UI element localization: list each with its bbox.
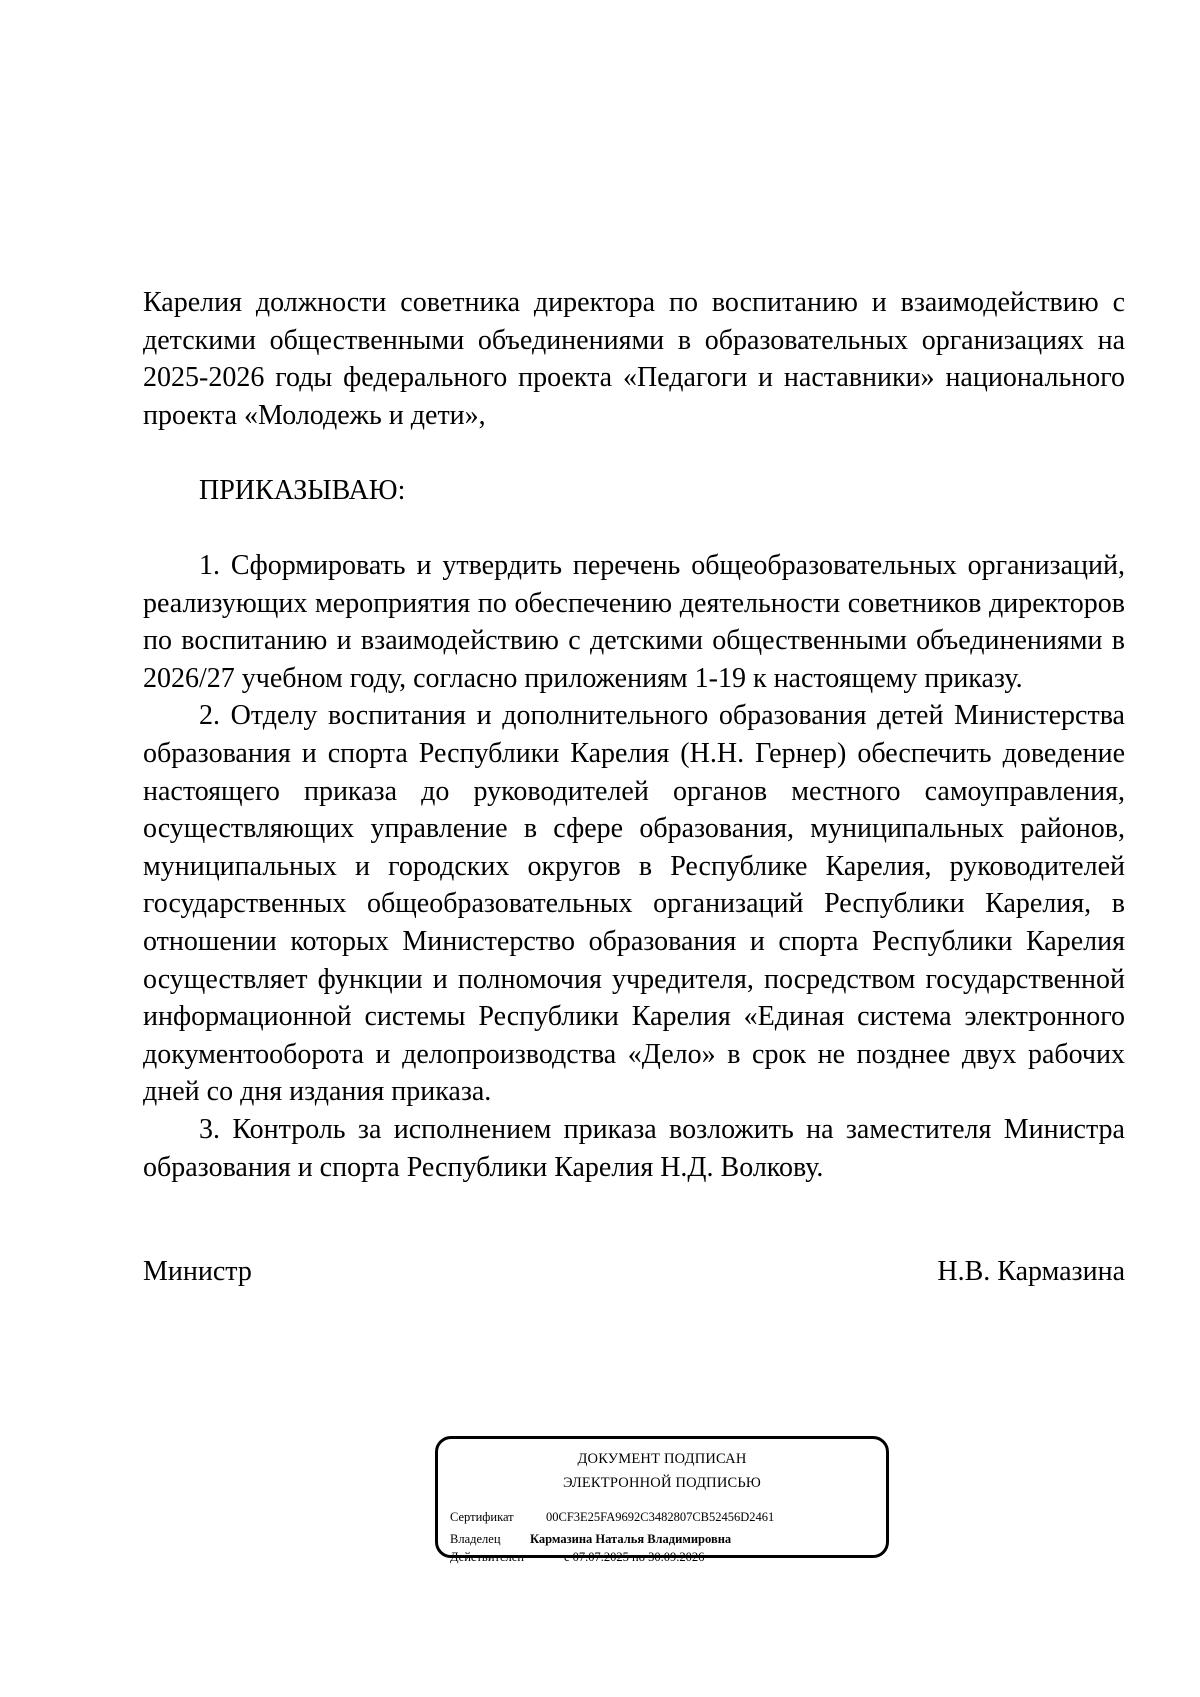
stamp-title-line-2: ЭЛЕКТРОННОЙ ПОДПИСЬЮ <box>562 1475 762 1491</box>
order-command: ПРИКАЗЫВАЮ: <box>199 475 406 506</box>
owner-label: Владелец <box>450 1532 501 1546</box>
command-block <box>143 472 1125 510</box>
certificate-value: 00CF3E25FA9692C3482807CB52456D2461 <box>546 1510 775 1524</box>
order-items <box>143 547 1125 1186</box>
stamp-owner-row <box>450 1531 731 1547</box>
signer-position: Министр <box>143 1256 252 1287</box>
electronic-signature-stamp <box>435 1436 889 1564</box>
order-item-3: 3. Контроль за исполнением приказа возложить на заместителя Министра образования и спорта Республики Карелия Н.Д. Волкову. <box>143 1113 1125 1183</box>
stamp-header <box>438 1447 886 1495</box>
stamp-validity-row <box>450 1549 704 1565</box>
order-item-2: 2. Отделу воспитания и дополнительного образования детей Министерства образования и спорта Республики Карелия (Н.Н. Гернер) обеспечить доведение настоящего приказа до руководителей органов местного самоуправления, осуществляющих управление в сфере образования, муниципальных районов, муниципальных и городских округов в Республике Карелия, руководителей государственных общеобразовательных организаций Республики Карелия, в отношении которых Министерство образования и спорта Республики Карелия осуществляет функции и полномочия учредителя, посредством государственной информационной системы Республики Карелия «Единая система электронного документооборота и делопроизводства «Дело» в срок не позднее двух рабочих дней со дня издания приказа. <box>143 700 1125 1108</box>
stamp-title-line-1: ДОКУМЕНТ ПОДПИСАН <box>577 1451 747 1467</box>
owner-value: Кармазина Наталья Владимировна <box>530 1532 732 1546</box>
signature-line <box>143 1253 1125 1291</box>
order-item-1: 1. Сформировать и утвердить перечень общеобразовательных организаций, реализующих мероприятия по обеспечению деятельности советников директоров по воспитанию и взаимодействию с детскими общественными объединениями в 2026/27 учебном году, согласно приложениям 1-19 к настоящему приказу. <box>143 550 1125 694</box>
stamp-certificate-row <box>450 1509 774 1525</box>
validity-value: с 07.07.2025 по 30.09.2026 <box>564 1550 705 1564</box>
signer-name: Н.В. Кармазина <box>937 1256 1125 1287</box>
certificate-label: Сертификат <box>450 1510 514 1524</box>
intro-block <box>143 284 1125 434</box>
validity-label: Действителен <box>450 1550 525 1564</box>
intro-paragraph: Карелия должности советника директора по воспитанию и взаимодействию с детскими общественными объединениями в образовательных организациях на 2025-2026 годы федерального проекта «Педагоги и наставники» национального проекта «Молодежь и дети», <box>143 287 1125 431</box>
